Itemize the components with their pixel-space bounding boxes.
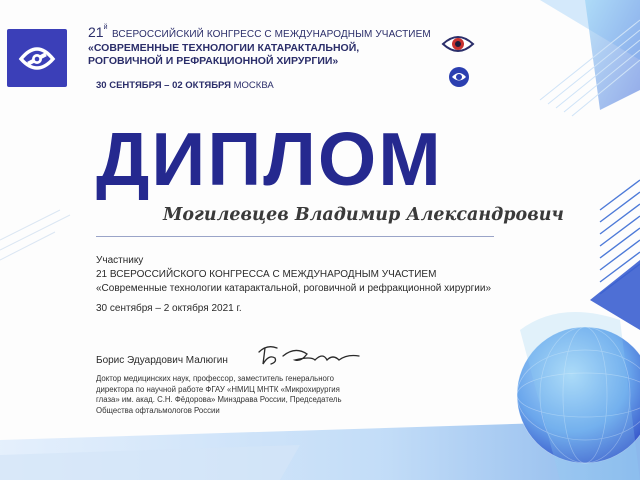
signer-desc-line3: глаза» им. акад. С.Н. Фёдорова» Минздрава России, Председатель [96, 395, 342, 404]
congress-topic-line1: «СОВРЕМЕННЫЕ ТЕХНОЛОГИИ КАТАРАКТАЛЬНОЙ, [88, 42, 360, 54]
congress-name: ВСЕРОССИЙСКИЙ КОНГРЕСС С МЕЖДУНАРОДНЫМ УЧАСТИЕМ [111, 29, 431, 40]
signature-icon [255, 340, 365, 375]
signer-description [96, 374, 366, 416]
signer-desc-line2: директора по научной работе ФГАУ «НМИЦ МНТК «Микрохирургия [96, 384, 340, 394]
congress-full-name: 21 ВСЕРОССИЙСКОГО КОНГРЕССА С МЕЖДУНАРОДНЫМ УЧАСТИЕМ [96, 269, 437, 280]
congress-number: 21 [88, 24, 104, 40]
diploma-date: 30 сентября – 2 октября 2021 г. [96, 303, 242, 314]
mntk-logo-icon [447, 65, 471, 94]
congress-date-range: 30 СЕНТЯБРЯ – 02 ОКТЯБРЯ [96, 80, 231, 91]
congress-header [88, 24, 431, 68]
congress-logo-icon [7, 29, 67, 87]
signer-desc-line1: Доктор медицинских наук, профессор, заместитель генерального [96, 374, 334, 383]
diploma-title: ДИПЛОМ [96, 117, 443, 201]
congress-number-suffix: й [103, 24, 108, 31]
header-line1 [88, 24, 431, 42]
signer-name: Борис Эдуардович Малюгин [96, 355, 228, 366]
signer-desc-line4: Общества офтальмологов России [96, 405, 220, 415]
recipient-role: Участнику [96, 255, 144, 266]
name-underline [96, 236, 494, 237]
congress-city: МОСКВА [233, 80, 274, 91]
congress-full-topic: «Современные технологии катарактальной, роговичной и рефракционной хирургии» [96, 283, 492, 294]
eye-logo-icon [441, 34, 475, 59]
recipient-name: Могилевцев Владимир Александрович [163, 205, 564, 225]
congress-dates [96, 80, 274, 91]
diploma-body [96, 254, 491, 316]
congress-topic-line2: РОГОВИЧНОЙ И РЕФРАКЦИОННОЙ ХИРУРГИИ» [88, 55, 339, 67]
